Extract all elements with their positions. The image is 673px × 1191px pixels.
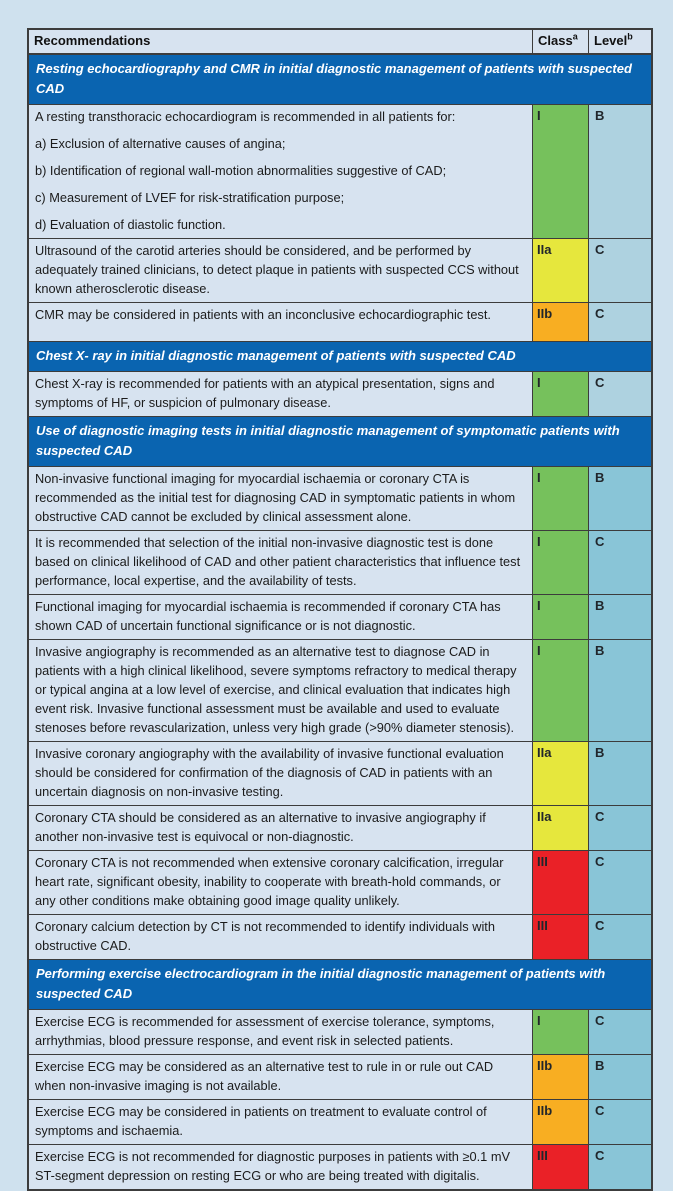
class-cell bbox=[532, 105, 588, 238]
header-level-label: Level bbox=[594, 33, 628, 48]
recommendation-line: Exercise ECG is recommended for assessment of exercise tolerance, symptoms, arrhythmias, blood pressure response, and event risk in selected patients. bbox=[35, 1014, 495, 1048]
recommendation-line: Exercise ECG may be considered as an alternative test to rule in or rule out CAD when non-invasive imaging is not available. bbox=[35, 1059, 494, 1093]
class-value: IIa bbox=[533, 742, 588, 805]
recommendation-text bbox=[29, 1145, 532, 1189]
recommendation-text bbox=[29, 467, 532, 530]
class-value: I bbox=[533, 595, 588, 639]
recommendation-line: Ultrasound of the carotid arteries should be considered, and be performed by adequately trained clinicians, to detect plaque in patients with suspected CCS without known atherosclerotic disease. bbox=[35, 243, 519, 296]
level-cell: C bbox=[588, 806, 651, 850]
recommendation-text bbox=[29, 303, 532, 341]
recommendation-text bbox=[29, 105, 532, 238]
header-class bbox=[532, 30, 588, 53]
level-cell: B bbox=[588, 1055, 651, 1099]
class-value: I bbox=[533, 467, 588, 530]
class-value: IIb bbox=[533, 303, 588, 341]
recommendation-line: b) Identification of regional wall-motion abnormalities suggestive of CAD; bbox=[35, 163, 447, 178]
class-value: III bbox=[533, 851, 588, 914]
level-cell: B bbox=[588, 105, 651, 238]
class-cell bbox=[532, 806, 588, 850]
recommendation-text bbox=[29, 531, 532, 594]
recommendation-row bbox=[29, 1099, 651, 1144]
class-cell bbox=[532, 1010, 588, 1054]
class-cell bbox=[532, 742, 588, 805]
recommendation-text bbox=[29, 851, 532, 914]
recommendation-line: Non-invasive functional imaging for myocardial ischaemia or coronary CTA is recommended as the initial test for diagnosing CAD in symptomatic patients in whom obstructive CAD cannot be excluded by clinical assessment alone. bbox=[35, 471, 516, 524]
recommendation-text bbox=[29, 239, 532, 302]
class-value: IIb bbox=[533, 1100, 588, 1144]
level-cell: C bbox=[588, 372, 651, 416]
header-recommendations: Recommendations bbox=[34, 33, 151, 48]
class-cell bbox=[532, 595, 588, 639]
class-cell bbox=[532, 303, 588, 341]
recommendation-line: It is recommended that selection of the initial non-invasive diagnostic test is done based on clinical likelihood of CAD and other patient characteristics that influence test performance, local expertise, and the availability of tests. bbox=[35, 535, 521, 588]
recommendation-row bbox=[29, 1054, 651, 1099]
recommendation-row bbox=[29, 371, 651, 416]
level-cell: C bbox=[588, 1100, 651, 1144]
recommendation-line: Coronary CTA should be considered as an alternative to invasive angiography if another non-invasive test is equivocal or non-diagnostic. bbox=[35, 810, 486, 844]
recommendation-text bbox=[29, 595, 532, 639]
recommendation-line: a) Exclusion of alternative causes of angina; bbox=[35, 136, 286, 151]
class-value: III bbox=[533, 1145, 588, 1189]
recommendation-text bbox=[29, 1010, 532, 1054]
recommendation-line: Coronary calcium detection by CT is not recommended to identify individuals with obstructive CAD. bbox=[35, 919, 495, 953]
level-cell: C bbox=[588, 1010, 651, 1054]
level-cell: C bbox=[588, 851, 651, 914]
class-cell bbox=[532, 1055, 588, 1099]
recommendation-row bbox=[29, 530, 651, 594]
recommendation-line: Coronary CTA is not recommended when extensive coronary calcification, irregular heart rate, significant obesity, inability to cooperate with breath-hold commands, or any other conditions make obtaining good image quality unlikely. bbox=[35, 855, 504, 908]
class-value: IIa bbox=[533, 806, 588, 850]
recommendation-line: Chest X-ray is recommended for patients with an atypical presentation, signs and symptoms of HF, or suspicion of pulmonary disease. bbox=[35, 376, 495, 410]
class-cell bbox=[532, 1145, 588, 1189]
recommendation-text bbox=[29, 915, 532, 959]
recommendation-row bbox=[29, 466, 651, 530]
class-cell bbox=[532, 851, 588, 914]
recommendation-row bbox=[29, 1144, 651, 1189]
section-header: Use of diagnostic imaging tests in initial diagnostic management of symptomatic patients with suspected CAD bbox=[29, 416, 651, 466]
header-class-superscript: a bbox=[572, 31, 578, 42]
class-value: IIb bbox=[533, 1055, 588, 1099]
level-cell: C bbox=[588, 239, 651, 302]
level-cell: C bbox=[588, 531, 651, 594]
section-header: Resting echocardiography and CMR in initial diagnostic management of patients with suspected CAD bbox=[29, 54, 651, 104]
class-cell bbox=[532, 531, 588, 594]
class-value: III bbox=[533, 915, 588, 959]
header-level-superscript: b bbox=[627, 31, 633, 42]
recommendation-text bbox=[29, 1100, 532, 1144]
recommendation-row bbox=[29, 741, 651, 805]
section-header: Performing exercise electrocardiogram in the initial diagnostic management of patients with suspected CAD bbox=[29, 959, 651, 1009]
recommendation-row bbox=[29, 914, 651, 959]
recommendation-text bbox=[29, 806, 532, 850]
recommendation-line: Exercise ECG is not recommended for diagnostic purposes in patients with ≥0.1 mV ST-segment depression on resting ECG or who are being treated with digitalis. bbox=[35, 1149, 511, 1183]
recommendation-row bbox=[29, 104, 651, 238]
recommendations-table bbox=[27, 28, 653, 1191]
recommendation-line: Invasive angiography is recommended as an alternative test to diagnose CAD in patients with a high clinical likelihood, severe symptoms refractory to medical therapy or typical angina at a low level of exercise, and clinical evaluation that indicates high event risk. Invasive functional assessment must be available and used to evaluate stenoses before revascularization, unless very high grade (>90% diameter stenosis). bbox=[35, 644, 517, 735]
class-cell bbox=[532, 372, 588, 416]
class-value: I bbox=[533, 372, 588, 416]
class-cell bbox=[532, 915, 588, 959]
recommendation-line: CMR may be considered in patients with an inconclusive echocardiographic test. bbox=[35, 307, 491, 322]
table-header-row bbox=[29, 30, 651, 54]
class-value: I bbox=[533, 531, 588, 594]
recommendation-line: c) Measurement of LVEF for risk-stratification purpose; bbox=[35, 190, 345, 205]
class-value: IIa bbox=[533, 239, 588, 302]
class-cell bbox=[532, 640, 588, 741]
level-cell: B bbox=[588, 467, 651, 530]
recommendation-line: Functional imaging for myocardial ischaemia is recommended if coronary CTA has shown CAD of uncertain functional significance or is not diagnostic. bbox=[35, 599, 501, 633]
recommendation-row bbox=[29, 302, 651, 341]
recommendation-row bbox=[29, 850, 651, 914]
class-cell bbox=[532, 239, 588, 302]
recommendation-text bbox=[29, 372, 532, 416]
section-header: Chest X- ray in initial diagnostic management of patients with suspected CAD bbox=[29, 341, 651, 371]
level-cell: B bbox=[588, 595, 651, 639]
recommendation-text bbox=[29, 640, 532, 741]
recommendation-line: A resting transthoracic echocardiogram is recommended in all patients for: bbox=[35, 109, 456, 124]
header-class-label: Class bbox=[538, 33, 573, 48]
level-cell: C bbox=[588, 303, 651, 341]
level-cell: C bbox=[588, 1145, 651, 1189]
table-body bbox=[29, 54, 651, 1189]
recommendation-row bbox=[29, 805, 651, 850]
class-value: I bbox=[533, 1010, 588, 1054]
class-cell bbox=[532, 1100, 588, 1144]
level-cell: B bbox=[588, 742, 651, 805]
recommendation-row bbox=[29, 639, 651, 741]
recommendation-row bbox=[29, 238, 651, 302]
header-level bbox=[588, 30, 651, 53]
recommendation-line: Invasive coronary angiography with the availability of invasive functional evaluation should be considered for confirmation of the diagnosis of CAD in patients with an uncertain diagnosis on non-invasive testing. bbox=[35, 746, 504, 799]
class-value: I bbox=[533, 105, 588, 238]
level-cell: B bbox=[588, 640, 651, 741]
recommendation-row bbox=[29, 594, 651, 639]
recommendation-line: d) Evaluation of diastolic function. bbox=[35, 217, 226, 232]
recommendation-text bbox=[29, 1055, 532, 1099]
recommendation-line: Exercise ECG may be considered in patients on treatment to evaluate control of symptoms and ischaemia. bbox=[35, 1104, 487, 1138]
recommendation-text bbox=[29, 742, 532, 805]
class-value: I bbox=[533, 640, 588, 741]
recommendation-row bbox=[29, 1009, 651, 1054]
level-cell: C bbox=[588, 915, 651, 959]
class-cell bbox=[532, 467, 588, 530]
